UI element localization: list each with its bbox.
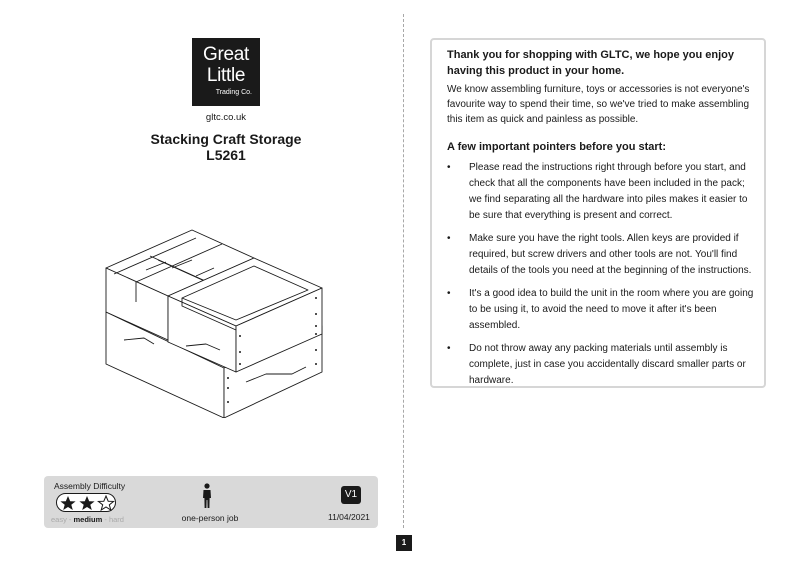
product-illustration [96,222,332,418]
person-icon [201,483,213,509]
bullet-icon: • [447,343,451,354]
scale-medium: medium [73,515,103,524]
website-url: gltc.co.uk [205,112,247,123]
difficulty-rating [56,493,116,512]
list-item-text: Do not throw away any packing materials until assembly is complete, just in case you accidentally discard smaller parts or hardware. [469,343,746,386]
pointers-list [447,160,757,389]
logo-line-3: Trading Co. [215,89,252,96]
bullet-icon: • [447,162,451,173]
thank-you-heading: Thank you for shopping with GLTC, we hope you enjoy having this product in your home. [447,49,735,77]
logo-line-2: Little [206,65,246,86]
product-code: L5261 [206,147,246,163]
page-divider [403,14,404,528]
logo-line-1: Great [202,44,250,65]
star-filled-icon [60,496,75,510]
pointers-heading: A few important pointers before you start: [447,141,667,153]
bullet-icon: • [447,288,451,299]
difficulty-scale [51,515,124,524]
brand-logo [192,38,260,106]
version-badge: V1 [341,486,361,504]
scale-easy: easy [51,515,67,524]
product-title: Stacking Craft Storage [150,131,302,147]
scale-hard: hard [108,515,124,524]
list-item-text: Make sure you have the right tools. Allen keys are provided if required, but screw drivers and other tools are not. You'll find details of the tools you need at the beginning of the instructions. [469,233,752,276]
list-item [447,341,757,389]
star-filled-icon [79,496,94,510]
list-item [447,231,757,279]
list-item [447,286,757,334]
page-number: 1 [396,535,412,551]
difficulty-label: Assembly Difficulty [54,481,126,491]
star-outline-icon [98,496,113,510]
scale-separator: - [66,515,74,524]
info-panel [430,38,766,388]
footer-info-bar [44,476,378,528]
version-date: 11/04/2021 [328,512,370,522]
intro-paragraph: We know assembling furniture, toys or accessories is not everyone's favourite way to spend their time, so we've tried to make assembling this item as quick and painless as possible. [447,84,750,125]
list-item-text: It's a good idea to build the unit in the room where you are going to be using it, to avoid the need to move it after it's been assembled. [469,288,754,331]
person-count-label: one-person job [181,513,239,523]
scale-separator: - [102,515,109,524]
list-item-text: Please read the instructions right through before you start, and check that all the components have been included in the pack; we find separating all the hardware into piles makes it easier to be sure that everything is present and correct. [469,162,748,221]
list-item [447,160,757,224]
bullet-icon: • [447,233,451,244]
